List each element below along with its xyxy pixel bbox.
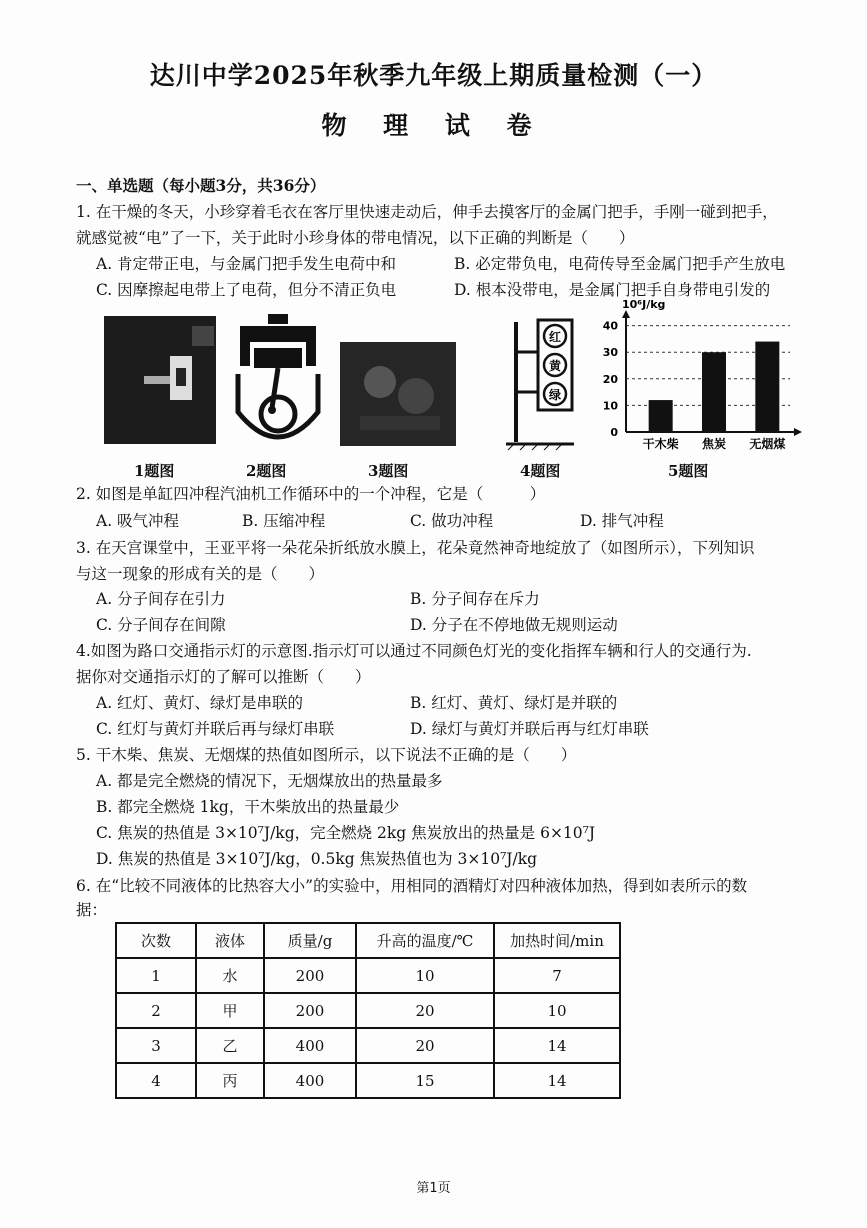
q1-stem-line1: 1. 在干燥的冬天，小珍穿着毛衣在客厅里快速走动后，伸手去摸客厅的金属门把手，手刚一碰到把手， <box>76 203 778 221</box>
table-cell: 20 <box>356 993 494 1028</box>
chart-bar-2 <box>755 342 779 432</box>
q2-option-b: B. 压缩冲程 <box>242 512 326 530</box>
q6-stem-line2: 据： <box>76 901 108 919</box>
figure-4-caption: 4题图 <box>520 462 561 480</box>
q2-stem: 2. 如图是单缸四冲程汽油机工作循环中的一个冲程，它是（ ） <box>76 485 546 503</box>
chart-y-label: 10⁶J/kg <box>622 300 666 311</box>
q4-option-d: D. 绿灯与黄灯并联后再与红灯串联 <box>410 720 649 738</box>
q6-stem-line1: 6. 在“比较不同液体的比热容大小”的实验中，用相同的酒精灯对四种液体加热，得到如表所示的数 <box>76 877 748 895</box>
figure-2-engine-diagram <box>232 312 324 450</box>
q2-option-a: A. 吸气冲程 <box>96 512 180 530</box>
chart-x-tick-label: 焦炭 <box>701 437 727 451</box>
q3-option-c: C. 分子间存在间隙 <box>96 616 226 634</box>
table-cell: 10 <box>356 958 494 993</box>
table-cell: 14 <box>494 1063 620 1098</box>
table-cell: 20 <box>356 1028 494 1063</box>
table-cell: 400 <box>264 1063 356 1098</box>
table-cell: 甲 <box>196 993 264 1028</box>
q3-stem-line1: 3. 在天宫课堂中，王亚平将一朵花朵折纸放水膜上，花朵竟然神奇地绽放了（如图所示），下列知识 <box>76 539 755 557</box>
light-yellow-label: 黄 <box>548 359 562 373</box>
q5-option-c: C. 焦炭的热值是 3×10⁷J/kg，完全燃烧 2kg 焦炭放出的热量是 6×10⁷J <box>96 824 596 842</box>
table-cell: 丙 <box>196 1063 264 1098</box>
q5-option-a: A. 都是完全燃烧的情况下，无烟煤放出的热量最多 <box>96 772 443 790</box>
figures-row <box>96 300 816 480</box>
light-red-label: 红 <box>548 330 562 344</box>
page-number: 第1页 <box>416 1181 451 1196</box>
table-row <box>116 1028 620 1063</box>
q1-option-a: A. 肯定带正电，与金属门把手发生电荷中和 <box>96 255 397 273</box>
q3-stem-line2: 与这一现象的形成有关的是（ ） <box>76 565 325 583</box>
chart-x-tick-label: 干木柴 <box>642 437 679 451</box>
table-row <box>116 958 620 993</box>
chart-bar-1 <box>702 352 726 432</box>
chart-y-tick-label: 30 <box>602 346 618 360</box>
light-green-label: 绿 <box>548 388 562 402</box>
figure-1-photo <box>104 316 216 444</box>
table-row <box>116 993 620 1028</box>
chart-y-arrow <box>622 310 630 318</box>
q5-stem: 5. 干木柴、焦炭、无烟煤的热值如图所示，以下说法不正确的是（ ） <box>76 746 577 764</box>
table-header-cell: 液体 <box>196 923 264 958</box>
q4-stem-line1: 4.如图为路口交通指示灯的示意图.指示灯可以通过不同颜色灯光的变化指挥车辆和行人的交通行为. <box>76 642 752 660</box>
table-header-cell: 加热时间/min <box>494 923 620 958</box>
figure-5-caption: 5题图 <box>668 462 709 480</box>
chart-x-arrow <box>794 428 802 436</box>
q1-stem-line2: 就感觉被“电”了一下，关于此时小珍身体的带电情况，以下正确的判断是（ ） <box>76 229 635 247</box>
section-heading: 一、单选题（每小题3分，共36分） <box>76 176 326 195</box>
q1-option-c: C. 因摩擦起电带上了电荷，但分不清正负电 <box>96 281 397 299</box>
table-cell: 400 <box>264 1028 356 1063</box>
table-header-cell: 质量/g <box>264 923 356 958</box>
q4-option-b: B. 红灯、黄灯、绿灯是并联的 <box>410 694 618 712</box>
table-cell: 14 <box>494 1028 620 1063</box>
chart-bar-0 <box>649 400 673 432</box>
page-subtitle: 物 理 试 卷 <box>321 111 546 140</box>
table-cell: 乙 <box>196 1028 264 1063</box>
table-cell: 水 <box>196 958 264 993</box>
q4-stem-line2: 据你对交通指示灯的了解可以推断（ ） <box>76 668 371 686</box>
table-row <box>116 1063 620 1098</box>
table-cell: 200 <box>264 958 356 993</box>
page-title: 达川中学2025年秋季九年级上期质量检测（一） <box>149 61 718 90</box>
chart-y-tick-label: 10 <box>602 399 618 413</box>
figure-3-photo <box>340 342 456 446</box>
q2-option-c: C. 做功冲程 <box>410 512 494 530</box>
table-header-cell: 次数 <box>116 923 196 958</box>
table-cell: 7 <box>494 958 620 993</box>
chart-y-tick-label: 40 <box>602 319 618 333</box>
q4-option-a: A. 红灯、黄灯、绿灯是串联的 <box>96 694 304 712</box>
table-cell: 200 <box>264 993 356 1028</box>
figure-5-heat-value-chart <box>596 300 806 470</box>
figure-3-caption: 3题图 <box>368 462 409 480</box>
q3-option-b: B. 分子间存在斥力 <box>410 590 540 608</box>
q2-option-d: D. 排气冲程 <box>580 512 664 530</box>
chart-y-tick-label: 20 <box>602 372 618 386</box>
table-cell: 10 <box>494 993 620 1028</box>
table-cell: 2 <box>116 993 196 1028</box>
table-cell: 1 <box>116 958 196 993</box>
figure-4-traffic-light <box>504 312 584 452</box>
table-cell: 15 <box>356 1063 494 1098</box>
q3-option-d: D. 分子在不停地做无规则运动 <box>410 616 618 634</box>
figure-2-caption: 2题图 <box>246 462 287 480</box>
q4-option-c: C. 红灯与黄灯并联后再与绿灯串联 <box>96 720 335 738</box>
q5-option-d: D. 焦炭的热值是 3×10⁷J/kg，0.5kg 焦炭热值也为 3×10⁷J/kg <box>96 850 538 868</box>
q5-option-b: B. 都完全燃烧 1kg，干木柴放出的热量最少 <box>96 798 400 816</box>
chart-y-tick-label: 0 <box>610 426 618 439</box>
table-header-row <box>116 923 620 958</box>
table-header-cell: 升高的温度/℃ <box>356 923 494 958</box>
q1-option-d: D. 根本没带电，是金属门把手自身带电引发的 <box>454 281 771 299</box>
table-cell: 3 <box>116 1028 196 1063</box>
experiment-data-table <box>115 922 621 1099</box>
q1-option-b: B. 必定带负电，电荷传导至金属门把手产生放电 <box>454 255 786 273</box>
table-cell: 4 <box>116 1063 196 1098</box>
chart-x-tick-label: 无烟煤 <box>749 437 786 451</box>
figure-1-caption: 1题图 <box>134 462 175 480</box>
q3-option-a: A. 分子间存在引力 <box>96 590 226 608</box>
